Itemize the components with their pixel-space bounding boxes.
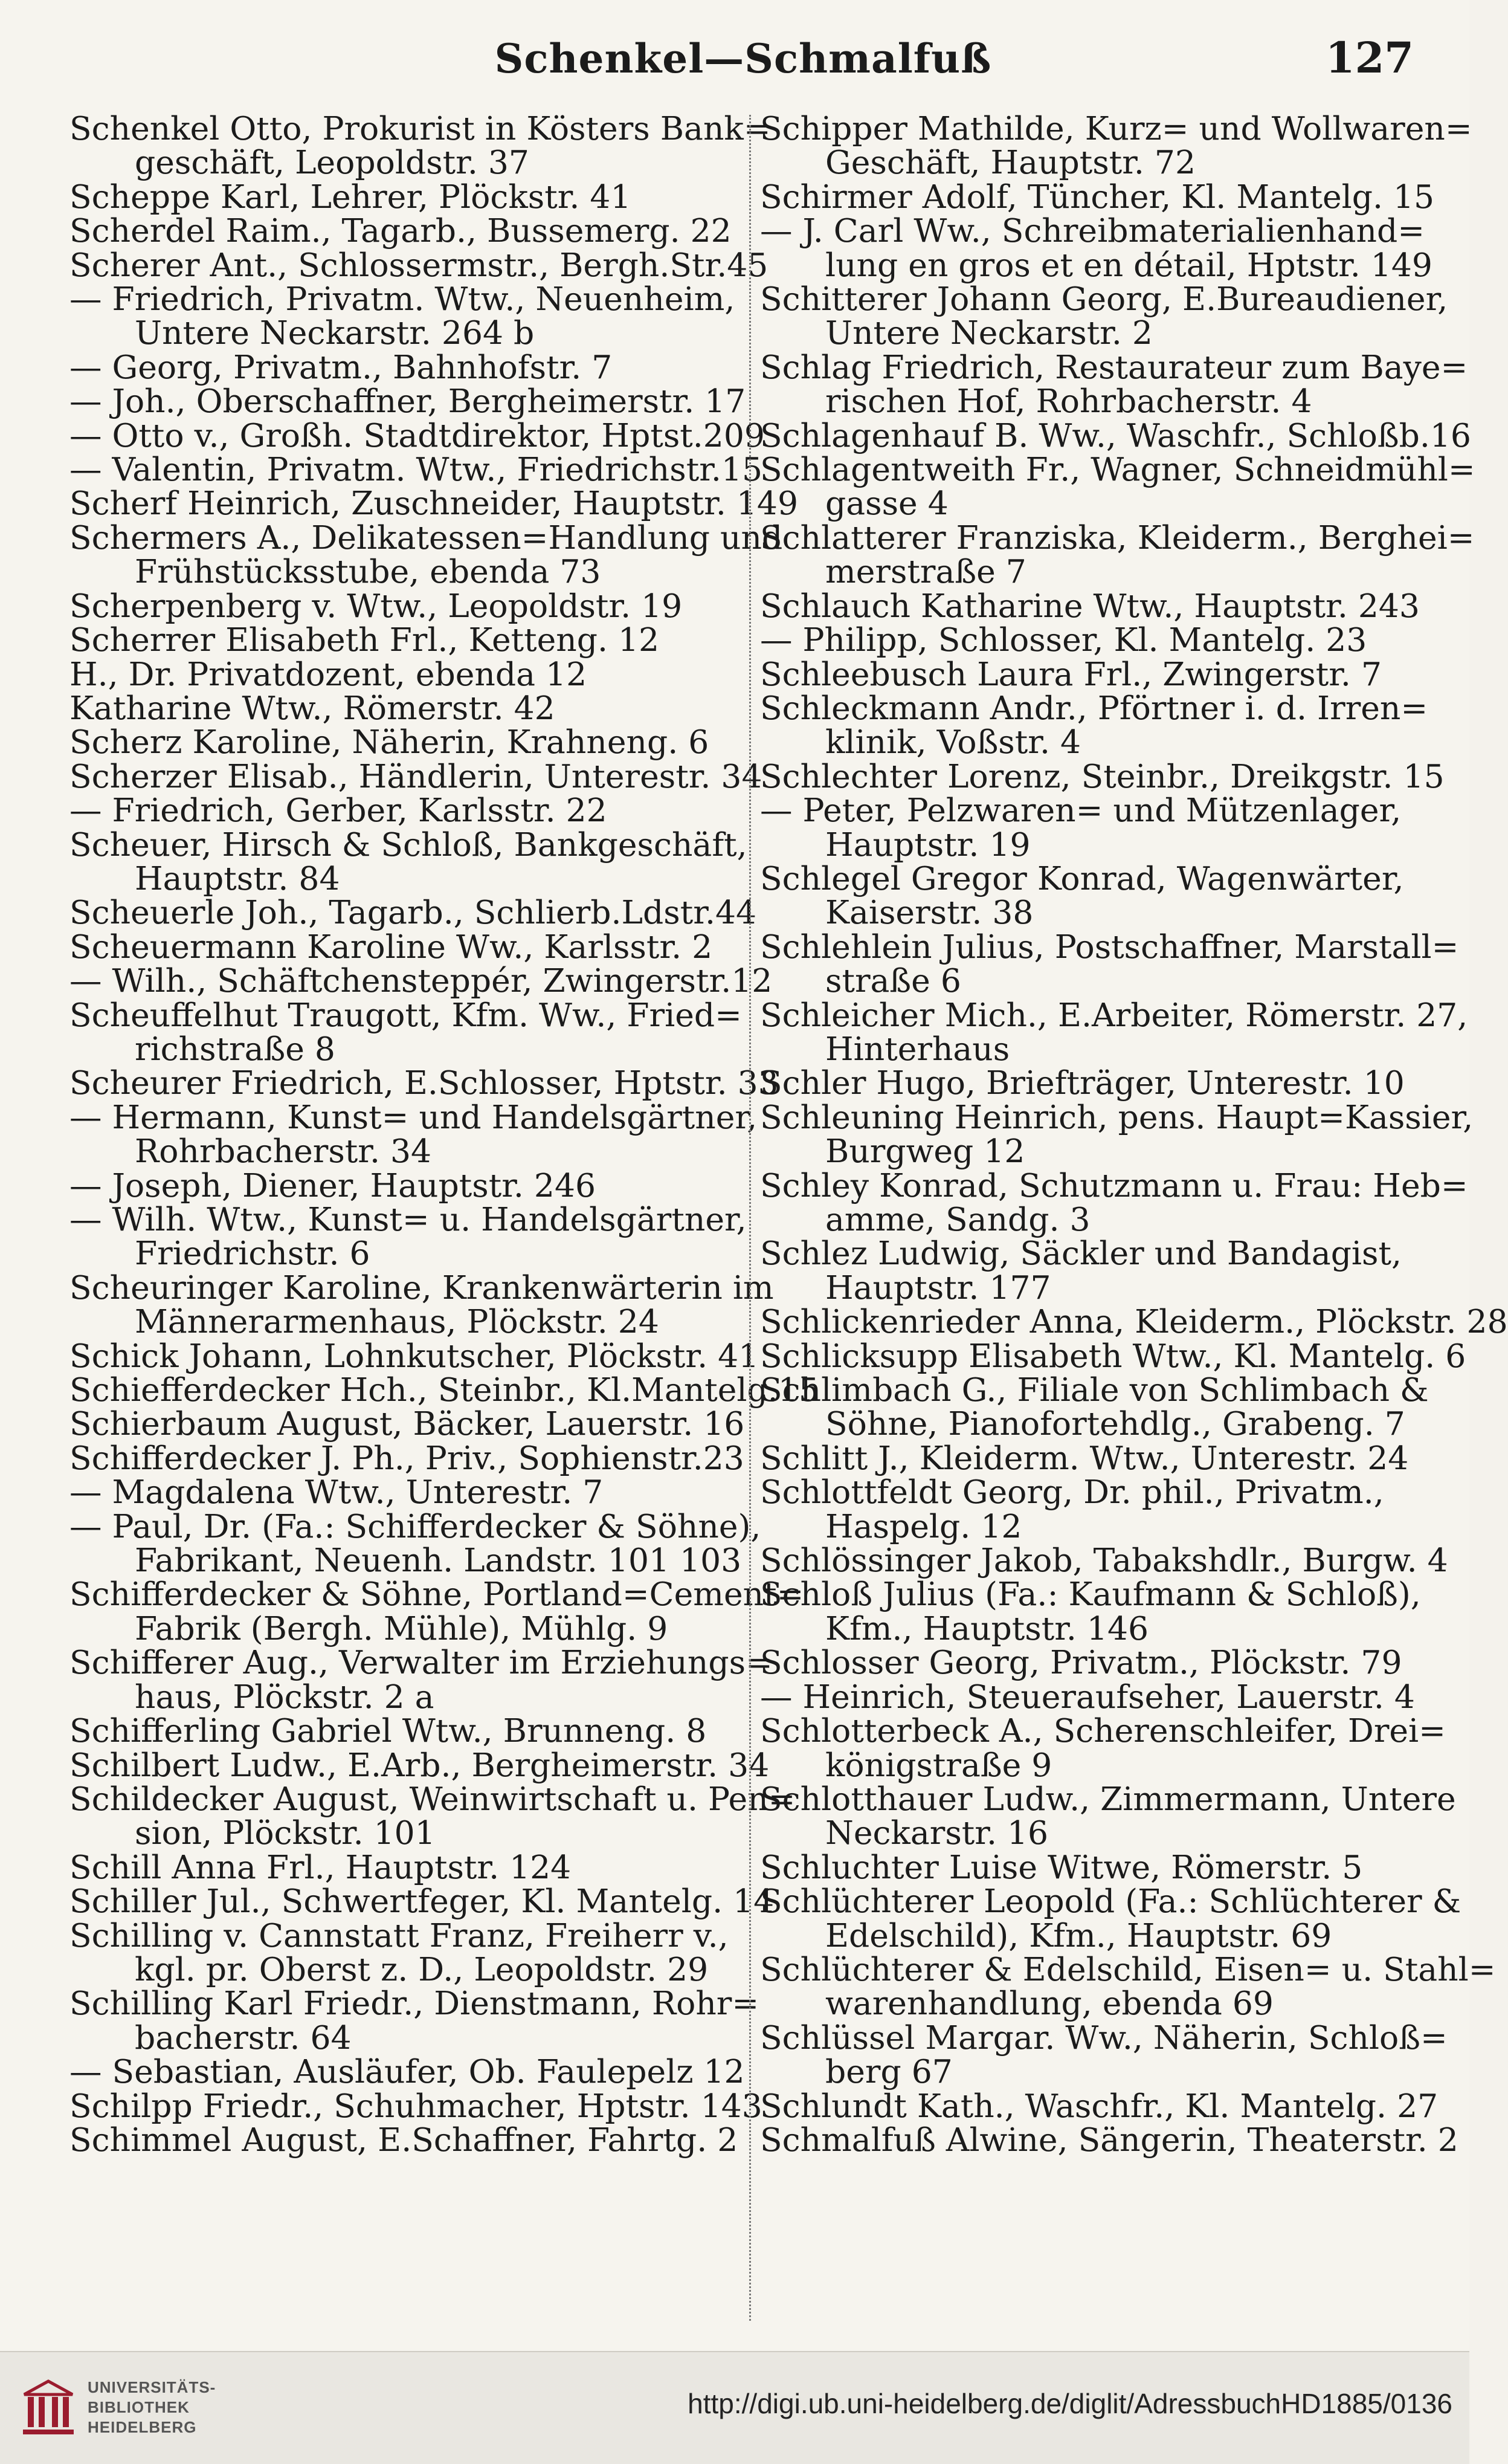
entry-line: — Wilh., Schäftchensteppér, Zwingerstr.12	[69, 962, 773, 1000]
entry-continuation-line: Söhne, Pianofortehdlg., Grabeng. 7	[825, 1405, 1405, 1443]
directory-entry	[760, 1234, 1419, 1307]
directory-entry	[760, 1779, 1456, 1852]
directory-entry	[69, 1882, 775, 1921]
directory-entry	[760, 348, 1468, 421]
entry-line: Scheuffelhut Traugott, Kfm. Ww., Fried=	[69, 995, 742, 1034]
entry-line: Schipper Mathilde, Kurz= und Wollwaren=	[760, 109, 1472, 147]
entry-continuation-line: königstraße 9	[825, 1745, 1052, 1784]
entry-line: Schler Hugo, Briefträger, Unterestr. 10	[760, 1064, 1405, 1102]
entry-line: Schlehlein Julius, Postschaffner, Marstall=	[760, 927, 1459, 966]
entry-continuation-line: klinik, Voßstr. 4	[825, 723, 1081, 762]
library-seal-icon	[18, 2376, 79, 2443]
entry-line: Schlundt Kath., Waschfr., Kl. Mantelg. 27	[760, 2086, 1439, 2125]
entry-continuation-line: Kfm., Hauptstr. 146	[825, 1609, 1149, 1648]
entry-continuation-line: haus, Plöckstr. 2 a	[135, 1677, 434, 1716]
entry-line: — Friedrich, Gerber, Karlsstr. 22	[69, 791, 607, 830]
entry-line: Schlicksupp Elisabeth Wtw., Kl. Mantelg. 6	[760, 1336, 1466, 1375]
directory-entry	[69, 1473, 728, 1512]
entry-continuation-line: rischen Hof, Rohrbacherstr. 4	[825, 382, 1312, 421]
entry-line: Schleuning Heinrich, pens. Haupt=Kassier,	[760, 1098, 1474, 1136]
source-url-link[interactable]: http://digi.ub.uni-heidelberg.de/diglit/AdressbuchHD1885/0136	[688, 2388, 1452, 2419]
entry-line: Schlagentweith Fr., Wagner, Schneidmühl=	[760, 450, 1475, 489]
entry-line: Scherdel Raim., Tagarb., Bussemerg. 22	[69, 212, 732, 250]
entry-line: Schill Anna Frl., Hauptstr. 124	[69, 1848, 572, 1886]
entry-line: Schifferdecker J. Ph., Priv., Sophienstr.23	[69, 1438, 744, 1477]
directory-entry	[760, 2120, 1458, 2159]
directory-entry	[760, 1643, 1419, 1682]
directory-entry	[760, 2018, 1448, 2091]
directory-entry	[69, 1507, 761, 1580]
directory-entry	[760, 1371, 1429, 1443]
entry-line: Schilpp Friedr., Schuhmacher, Hptstr. 143	[69, 2086, 762, 2125]
entry-line: — Peter, Pelzwaren= und Mützenlager,	[760, 791, 1402, 830]
directory-entry	[69, 1779, 796, 1852]
entry-line: Schilling Karl Friedr., Dienstmann, Rohr=	[69, 1984, 759, 2023]
entry-line: Schlitt J., Kleiderm. Wtw., Unterestr. 24	[760, 1438, 1409, 1477]
entry-line: Schlosser Georg, Privatm., Plöckstr. 79	[760, 1643, 1402, 1682]
entry-continuation-line: sion, Plöckstr. 101	[135, 1814, 436, 1852]
entry-line: Schlag Friedrich, Restaurateur zum Baye=	[760, 348, 1468, 386]
directory-entry	[69, 723, 728, 762]
entry-line: Schitterer Johann Georg, E.Bureaudiener,	[760, 280, 1448, 319]
entry-continuation-line: Untere Neckarstr. 2	[825, 314, 1153, 352]
directory-entry	[69, 1643, 773, 1716]
directory-entry	[69, 586, 728, 625]
entry-continuation-line: Rohrbacherstr. 34	[135, 1132, 432, 1171]
directory-entry	[69, 1916, 729, 1988]
directory-entry	[760, 1098, 1474, 1171]
entry-continuation-line: Hinterhaus	[825, 1029, 1010, 1068]
directory-entry	[69, 893, 757, 932]
entry-line: Schlüchterer & Edelschild, Eisen= u. Stahl=	[760, 1950, 1496, 1988]
directory-entry	[760, 1438, 1419, 1477]
entry-line: Schlottfeldt Georg, Dr. phil., Privatm.,	[760, 1473, 1384, 1512]
entry-continuation-line: Hauptstr. 19	[825, 825, 1031, 864]
running-head: Schenkel—Schmalfuß	[494, 35, 992, 82]
directory-entry	[69, 791, 728, 830]
entry-line: Scheuermann Karoline Ww., Karlsstr. 2	[69, 927, 713, 966]
entry-line: — Philipp, Schlosser, Kl. Mantelg. 23	[760, 621, 1367, 659]
directory-entry	[760, 757, 1445, 795]
library-name: UNIVERSITÄTS- BIBLIOTHEK HEIDELBERG	[88, 2378, 216, 2436]
entry-continuation-line: richstraße 8	[135, 1029, 335, 1068]
directory-entry	[760, 623, 1419, 657]
directory-entry	[760, 688, 1428, 762]
entry-line: Schlotthauer Ludw., Zimmermann, Untere	[760, 1779, 1456, 1818]
entry-line: Schilling v. Cannstatt Franz, Freiherr v.,	[69, 1916, 729, 1955]
directory-entry	[69, 1166, 728, 1205]
entry-line: Schleckmann Andr., Pförtner i. d. Irren=	[760, 688, 1428, 727]
directory-entry	[69, 623, 728, 657]
entry-line: Katharine Wtw., Römerstr. 42	[69, 688, 555, 727]
entry-line: Schlickenrieder Anna, Kleiderm., Plöckstr. 28	[760, 1302, 1508, 1341]
entry-continuation-line: kgl. pr. Oberst z. D., Leopoldstr. 29	[135, 1950, 709, 1988]
entry-continuation-line: amme, Sandg. 3	[825, 1200, 1091, 1238]
directory-entry	[760, 2086, 1439, 2125]
entry-line: — J. Carl Ww., Schreibmaterialienhand=	[760, 212, 1425, 250]
entry-continuation-line: Friedrichstr. 6	[135, 1234, 370, 1273]
entry-line: Schierbaum August, Bäcker, Lauerstr. 16	[69, 1405, 745, 1443]
entry-continuation-line: Neckarstr. 16	[825, 1814, 1049, 1852]
entry-line: Scherrer Elisabeth Frl., Ketteng. 12	[69, 621, 660, 659]
directory-entry	[69, 2052, 745, 2091]
entry-line: Schlechter Lorenz, Steinbr., Dreikgstr. 15	[760, 757, 1445, 795]
directory-entry	[760, 109, 1472, 182]
entry-continuation-line: geschäft, Leopoldstr. 37	[135, 143, 529, 182]
entry-continuation-line: Burgweg 12	[825, 1132, 1025, 1171]
entry-line: Schmalfuß Alwine, Sängerin, Theaterstr. 2	[760, 2120, 1458, 2159]
directory-entry	[69, 2086, 762, 2125]
entry-line: Scherzer Elisab., Händlerin, Unterestr. 34	[69, 757, 762, 795]
directory-entry	[760, 586, 1420, 625]
entry-line: Scheurer Friedrich, E.Schlosser, Hptstr. 33	[69, 1064, 779, 1102]
directory-entry	[69, 927, 728, 966]
directory-entry	[69, 995, 742, 1068]
entry-line: — Hermann, Kunst= und Handelsgärtner,	[69, 1098, 758, 1136]
directory-entry	[69, 348, 728, 386]
entry-continuation-line: Kaiserstr. 38	[825, 893, 1034, 932]
directory-entry	[760, 1336, 1466, 1375]
entry-line: — Joh., Oberschaffner, Bergheimerstr. 17	[69, 382, 746, 421]
directory-entry	[760, 1882, 1461, 1955]
entry-continuation-line: merstraße 7	[825, 552, 1026, 591]
directory-entry	[69, 484, 798, 523]
entry-continuation-line: Männerarmenhaus, Plöckstr. 24	[135, 1302, 659, 1341]
directory-entry	[69, 1714, 728, 1748]
entry-continuation-line: Edelschild), Kfm., Hauptstr. 69	[825, 1916, 1332, 1955]
directory-entry	[69, 1200, 747, 1273]
entry-line: — Friedrich, Privatm. Wtw., Neuenheim,	[69, 280, 735, 319]
directory-entry	[69, 416, 765, 454]
directory-entry	[69, 1984, 759, 2057]
entry-line: Schloß Julius (Fa.: Kaufmann & Schloß),	[760, 1575, 1421, 1614]
entry-line: Schleebusch Laura Frl., Zwingerstr. 7	[760, 655, 1382, 693]
entry-line: H., Dr. Privatdozent, ebenda 12	[69, 655, 587, 693]
directory-entry	[760, 859, 1419, 932]
entry-line: Scheuringer Karoline, Krankenwärterin im	[69, 1268, 774, 1307]
entry-line: Schirmer Adolf, Tüncher, Kl. Mantelg. 15	[760, 177, 1435, 216]
entry-line: Schifferling Gabriel Wtw., Brunneng. 8	[69, 1712, 707, 1750]
entry-continuation-line: berg 67	[825, 2052, 953, 2091]
directory-entry	[760, 518, 1475, 591]
directory-entry	[69, 757, 762, 795]
entry-line: Schlimbach G., Filiale von Schlimbach &	[760, 1371, 1429, 1409]
directory-entry	[69, 212, 732, 250]
entry-line: Schick Johann, Lohnkutscher, Plöckstr. 41	[69, 1336, 759, 1375]
entry-continuation-line: warenhandlung, ebenda 69	[825, 1984, 1274, 2023]
entry-continuation-line: Geschäft, Hauptstr. 72	[825, 143, 1196, 182]
entry-line: Schley Konrad, Schutzmann u. Frau: Heb=	[760, 1166, 1468, 1205]
directory-entry	[760, 1066, 1419, 1100]
entry-line: Schluchter Luise Witwe, Römerstr. 5	[760, 1848, 1363, 1886]
entry-line: Schenkel Otto, Prokurist in Kösters Bank=	[69, 109, 771, 147]
entry-line: Scheuer, Hirsch & Schloß, Bankgeschäft,	[69, 825, 747, 864]
entry-continuation-line: Fabrik (Bergh. Mühle), Mühlg. 9	[135, 1609, 668, 1648]
entry-line: — Sebastian, Ausläufer, Ob. Faulepelz 12	[69, 2052, 745, 2091]
directory-entry	[69, 655, 728, 693]
directory-entry	[760, 212, 1432, 284]
directory-entry	[760, 416, 1471, 454]
directory-entry	[760, 1848, 1419, 1886]
entry-line: Schiller Jul., Schwertfeger, Kl. Mantelg. 14	[69, 1882, 775, 1921]
entry-continuation-line: Hauptstr. 177	[825, 1268, 1051, 1307]
directory-entry	[760, 655, 1419, 693]
entry-line: Scheppe Karl, Lehrer, Plöckstr. 41	[69, 177, 631, 216]
directory-entry	[69, 1371, 819, 1409]
directory-entry	[69, 825, 747, 897]
entry-line: Schlagenhauf B. Ww., Waschfr., Schloßb.16	[760, 416, 1471, 454]
directory-entry	[69, 382, 746, 421]
entry-line: — Magdalena Wtw., Unterestr. 7	[69, 1473, 604, 1512]
directory-entry	[760, 995, 1468, 1068]
directory-entry	[69, 1405, 745, 1443]
entry-line: Schimmel August, E.Schaffner, Fahrtg. 2	[69, 2120, 738, 2159]
directory-entry	[69, 450, 762, 489]
entry-line: — Valentin, Privatm. Wtw., Friedrichstr.15	[69, 450, 762, 489]
directory-entry	[760, 927, 1459, 1000]
directory-entry	[69, 1268, 774, 1341]
entry-line: Schiefferdecker Hch., Steinbr., Kl.Mantelg.15	[69, 1371, 819, 1409]
directory-entry	[760, 177, 1435, 216]
entry-continuation-line: Frühstücksstube, ebenda 73	[135, 552, 601, 591]
entry-continuation-line: straße 6	[825, 962, 961, 1000]
directory-entry	[760, 1302, 1508, 1341]
directory-entry	[69, 245, 768, 284]
directory-entry	[760, 1577, 1419, 1646]
directory-entry	[760, 1677, 1419, 1716]
directory-entry	[69, 177, 728, 216]
directory-entry	[760, 1475, 1419, 1544]
directory-entry	[69, 1098, 758, 1171]
entry-line: Schlotterbeck A., Scherenschleifer, Drei=	[760, 1712, 1446, 1750]
entry-continuation-line: Hauptstr. 84	[135, 859, 340, 897]
directory-entry	[69, 1745, 770, 1784]
entry-continuation-line: Untere Neckarstr. 264 b	[135, 314, 535, 352]
entry-line: Schlössinger Jakob, Tabakshdlr., Burgw. 4	[760, 1541, 1448, 1580]
directory-entry	[69, 1336, 759, 1375]
directory-entry	[760, 1541, 1448, 1580]
entry-continuation-line: gasse 4	[825, 484, 949, 523]
directory-entry	[69, 109, 771, 182]
right-column	[760, 109, 1508, 2324]
directory-entry	[760, 450, 1475, 523]
directory-entry	[760, 1950, 1496, 2023]
entry-line: Schlüchterer Leopold (Fa.: Schlüchterer &	[760, 1882, 1461, 1921]
entry-line: Scherpenberg v. Wtw., Leopoldstr. 19	[69, 586, 683, 625]
entry-line: Schilbert Ludw., E.Arb., Bergheimerstr. 34	[69, 1745, 770, 1784]
directory-entry	[69, 518, 783, 591]
entry-line: Schlauch Katharine Wtw., Hauptstr. 243	[760, 586, 1420, 625]
entry-line: — Otto v., Großh. Stadtdirektor, Hptst.209	[69, 416, 765, 454]
directory-entry	[760, 1166, 1468, 1238]
directory-entry	[69, 2120, 738, 2159]
entry-line: — Georg, Privatm., Bahnhofstr. 7	[69, 348, 613, 386]
entry-continuation-line: Fabrikant, Neuenh. Landstr. 101 103	[135, 1541, 742, 1580]
entry-line: Schlez Ludwig, Säckler und Bandagist,	[760, 1234, 1402, 1273]
entry-line: Schlatterer Franziska, Kleiderm., Berghei=	[760, 518, 1475, 557]
entry-line: Scherer Ant., Schlossermstr., Bergh.Str.45	[69, 245, 768, 284]
column-divider	[749, 115, 751, 2321]
entry-line: — Heinrich, Steueraufseher, Lauerstr. 4	[760, 1677, 1415, 1716]
directory-entry	[69, 1064, 779, 1102]
entry-line: Schlüssel Margar. Ww., Näherin, Schloß=	[760, 2018, 1448, 2057]
entry-line: Scherz Karoline, Näherin, Krahneng. 6	[69, 723, 709, 762]
entry-line: — Joseph, Diener, Hauptstr. 246	[69, 1166, 596, 1205]
directory-entry	[760, 280, 1448, 352]
entry-line: Scherf Heinrich, Zuschneider, Hauptstr. 149	[69, 484, 798, 523]
left-column	[69, 109, 819, 2324]
entry-line: Schermers A., Delikatessen=Handlung und	[69, 518, 783, 557]
entry-line: Schildecker August, Weinwirtschaft u. Pen=	[69, 1779, 796, 1818]
entry-line: Schleicher Mich., E.Arbeiter, Römerstr. 27,	[760, 995, 1468, 1034]
directory-entry	[69, 280, 735, 352]
directory-entry	[760, 791, 1419, 864]
entry-continuation-line: lung en gros et en détail, Hptstr. 149	[825, 245, 1432, 284]
entry-line: Schifferdecker & Söhne, Portland=Cement=	[69, 1575, 804, 1614]
entry-continuation-line: Haspelg. 12	[825, 1507, 1022, 1545]
entry-line: Scheuerle Joh., Tagarb., Schlierb.Ldstr.44	[69, 893, 757, 932]
entry-continuation-line: bacherstr. 64	[135, 2018, 352, 2057]
directory-entry	[69, 1575, 804, 1648]
directory-entry	[69, 1438, 744, 1477]
directory-entry	[69, 688, 728, 727]
footer-bar	[0, 2351, 1469, 2464]
directory-entry	[69, 962, 773, 1000]
page-number: 127	[1325, 33, 1414, 83]
entry-line: Schifferer Aug., Verwalter im Erziehungs=	[69, 1643, 773, 1682]
directory-entry	[760, 1712, 1446, 1784]
directory-entry	[69, 1848, 728, 1886]
entry-line: Schlegel Gregor Konrad, Wagenwärter,	[760, 859, 1404, 897]
entry-line: — Wilh. Wtw., Kunst= u. Handelsgärtner,	[69, 1200, 747, 1238]
page-header	[66, 24, 1420, 91]
entry-line: — Paul, Dr. (Fa.: Schifferdecker & Söhne),	[69, 1507, 761, 1545]
